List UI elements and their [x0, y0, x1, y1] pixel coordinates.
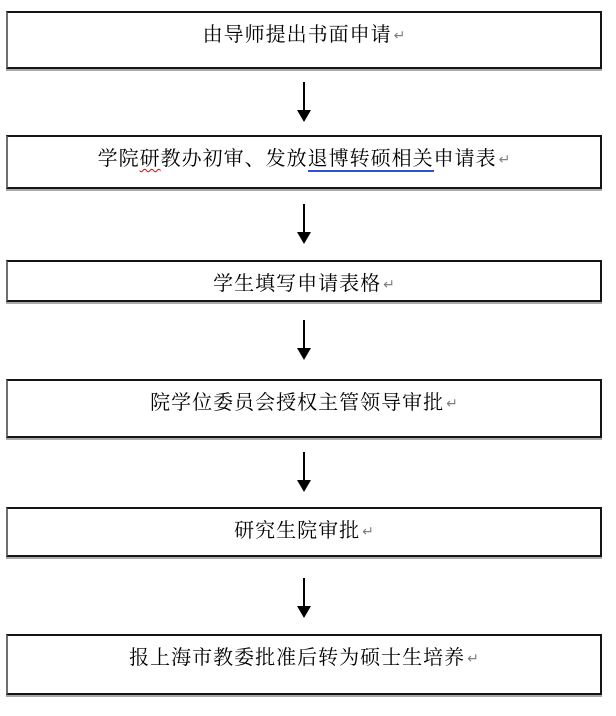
flow-arrow-1	[297, 82, 311, 122]
paragraph-mark-icon: ↵	[446, 396, 458, 412]
flow-box-step-2	[6, 135, 602, 189]
arrow-shaft	[303, 82, 305, 110]
arrow-head-icon	[297, 232, 311, 244]
step-2-segment-pre: 学院	[97, 148, 140, 170]
step-2-underlined-phrase: 退博转硕相关	[307, 148, 434, 170]
step-2-segment-mid: 教办初审、发放	[160, 148, 308, 170]
paragraph-mark-icon: ↵	[498, 152, 511, 168]
flow-arrow-5	[297, 578, 311, 618]
paragraph-mark-icon: ↵	[362, 524, 374, 540]
arrow-head-icon	[297, 110, 311, 122]
flow-box-step-6	[6, 634, 602, 695]
arrow-head-icon	[297, 606, 311, 618]
arrow-shaft	[303, 320, 305, 348]
flow-arrow-2	[297, 204, 311, 244]
step-2-segment-post: 申请表	[433, 148, 497, 170]
arrow-head-icon	[297, 480, 311, 492]
paragraph-mark-icon: ↵	[393, 28, 406, 44]
step-3-text: 学生填写申请表格	[213, 273, 382, 295]
arrow-head-icon	[297, 348, 311, 360]
flow-box-step-5	[6, 507, 602, 557]
arrow-shaft	[303, 578, 305, 606]
step-6-text: 报上海市教委批准后转为硕士生培养	[129, 647, 466, 669]
step-5-text: 研究生院审批	[234, 520, 361, 542]
flow-arrow-4	[297, 452, 311, 492]
paragraph-mark-icon: ↵	[383, 277, 395, 293]
step-1-text: 由导师提出书面申请	[202, 24, 392, 46]
step-2-spellcheck-word: 研	[139, 148, 161, 170]
flow-box-step-1	[6, 11, 602, 69]
flow-arrow-3	[297, 320, 311, 360]
step-2-text	[98, 148, 497, 170]
arrow-shaft	[303, 452, 305, 480]
arrow-shaft	[303, 204, 305, 232]
step-4-text: 院学位委员会授权主管领导审批	[150, 392, 445, 414]
flow-box-step-3	[6, 260, 602, 302]
paragraph-mark-icon: ↵	[467, 651, 479, 667]
flow-box-step-4	[6, 379, 602, 438]
